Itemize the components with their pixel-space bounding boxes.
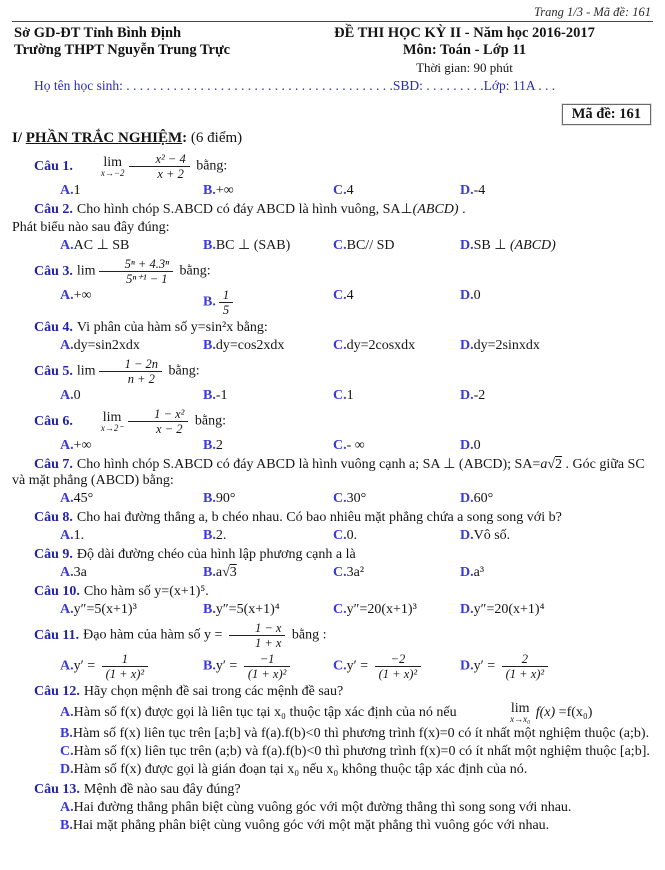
text-run: Hàm số f(x) được gọi là gián đoạn tại x₀ nếu x₀ không thuộc tập xác định của nó. [73,762,528,777]
option-letter: D. [460,238,474,253]
option [60,388,203,404]
option [460,491,653,507]
text-run: -4 [473,183,486,198]
text-run: BC ⊥ (SAB) [215,238,291,253]
text-run: . Góc giữa SC và mặt phẳng (ABCD) bằng: [12,457,645,488]
question-text-line [12,509,653,527]
option-letter: A. [60,183,74,198]
option-letter: B. [203,602,216,617]
option [60,183,203,199]
math-fraction [99,357,162,386]
text-run: Hai mặt phẳng phân biệt cùng vuông góc với một mặt phẳng thì vuông góc với nhau. [72,818,550,833]
fraction-denominator: (1 + x)² [378,667,418,681]
text-run: 60° [473,491,494,506]
option [333,438,460,454]
text-run: y′ = [346,658,372,674]
option [333,528,460,544]
math-fraction [102,652,149,681]
option-letter: C. [333,658,347,674]
text-run: . [458,202,466,217]
option [460,183,653,199]
option [60,338,203,354]
option [333,238,460,254]
option-letter: D. [460,338,474,353]
question-text-line [12,546,653,564]
exam-header [12,25,653,76]
square-root [222,565,237,580]
option-letter: B. [203,238,216,253]
question-label: Câu 3. [34,263,73,279]
fraction-numerator: 1 − x² [128,407,188,422]
question-label: Câu 12. [34,684,80,699]
question [12,546,653,581]
exam-duration: Thời gian: 90 phút [416,60,513,75]
question [12,319,653,354]
fraction-numerator: 1 − 2n [99,357,162,372]
text-run: - ∞ [346,438,365,453]
option [203,238,333,254]
text-run: 2 [215,438,223,453]
options-row [12,602,653,618]
question-text-line [12,151,653,182]
math-italic: f(x) [532,705,556,721]
option-letter: B. [203,338,216,353]
math-fraction [129,152,189,181]
fraction-numerator: 1 [102,652,149,667]
text-run: AC ⊥ SB [73,238,130,253]
fraction-denominator: n + 2 [127,372,155,386]
option [60,238,203,254]
text-run: 90° [215,491,236,506]
option-letter: B. [203,388,216,403]
question [12,509,653,544]
option [460,288,653,317]
option [333,183,460,199]
options-row [12,288,653,317]
option-letter: B. [203,491,216,506]
text-run: y″=20(x+1)⁴ [473,602,545,617]
option-line [12,761,653,779]
option [460,652,653,681]
text-run: Cho hình chóp S.ABCD có đáy ABCD là hình vuông cạnh a; SA ⊥ (ABCD); SA= [76,457,541,472]
fraction-numerator: 1 − x [229,621,285,636]
text-run: bằng: [192,158,228,174]
option-letter: B. [203,658,216,674]
options-row [12,388,653,404]
option [60,602,203,618]
math-fraction [219,288,233,317]
question [12,456,653,507]
option-letter: B. [60,818,73,833]
options-row [12,565,653,581]
question-label: Câu 1. [34,158,73,174]
option [333,652,460,681]
text-run: +∞ [73,438,92,453]
header-rule [12,21,653,22]
text-run: Hãy chọn mệnh đề sai trong các mệnh đề sau? [83,684,344,699]
option-letter: D. [460,491,474,506]
question-label: Câu 11. [34,627,80,643]
option [460,565,653,581]
option-letter: C. [333,602,347,617]
question-text-line [12,406,653,437]
text-run: dy=2cosxdx [346,338,416,353]
option-letter: D. [460,438,474,453]
options-row [12,491,653,507]
text-run: SB ⊥ [473,238,510,253]
text-run: y′ = [473,658,499,674]
text-run: Độ dài đường chéo của hình lập phương cạnh a là [76,547,356,562]
text-run: Đạo hàm của hàm số y = [83,627,226,643]
option-letter: A. [60,338,74,353]
option [203,491,333,507]
question-text-line [12,583,653,601]
text-run: 30° [346,491,367,506]
question-label: Câu 4. [34,320,73,335]
option-letter: A. [60,288,74,303]
radicand: 2 [555,457,563,472]
math-fraction [502,652,549,681]
lim-operator [462,702,530,724]
question [12,356,653,404]
option-line [12,799,653,817]
section-title [12,129,653,148]
lim-subscript: x→−2 [100,167,125,178]
school-name: Trường THPT Nguyễn Trung Trực [14,42,231,58]
text-run: 0 [473,438,481,453]
option-letter: A. [60,491,74,506]
text-run: -1 [215,388,228,403]
text-run: Hàm số f(x) liên tục trên [a;b] và f(a).f(b)<0 thì phương trình f(x)=0 có ít nhất một nghiệm thuộc (a;b). [72,726,650,741]
section-name: PHẦN TRẮC NGHIỆM [25,130,183,146]
option-letter: B. [203,438,216,453]
text-run: y″=5(x+1)³ [73,602,137,617]
text-run: +∞ [73,288,92,303]
option-letter: D. [460,528,474,543]
radical-sign: √ [547,457,556,472]
fraction-denominator: 1 + x [254,636,282,650]
option-letter: C. [60,744,74,759]
fraction-denominator: 5 [222,303,230,317]
text-run: lim [76,363,96,379]
option-letter: A. [60,565,74,580]
lim-subscript: x→2⁻ [100,422,124,433]
text-run: Cho hai đường thẳng a, b chéo nhau. Có bao nhiêu mặt phẳng chứa a song song với b? [76,510,562,525]
option-letter: A. [60,528,74,543]
text-run: Mệnh đề nào sau đây đúng? [83,782,241,797]
question-label: Câu 6. [34,413,73,429]
option [333,388,460,404]
school-block [12,25,276,76]
option-letter: D. [60,762,74,777]
radical-sign: √ [222,565,230,580]
fraction-denominator: x + 2 [157,167,184,181]
option-letter: C. [333,238,347,253]
text-run: 0 [73,388,81,403]
option-letter: A. [60,800,74,815]
lim-operator [79,411,123,433]
math-fraction [128,407,188,436]
question-label: Câu 5. [34,363,73,379]
option-letter: A. [60,388,74,403]
text-run: y′ = [215,658,241,674]
text-run: a [215,565,223,580]
fraction-denominator: (1 + x)² [505,667,545,681]
option [460,438,653,454]
option [460,602,653,618]
option [203,652,333,681]
options-row [12,238,653,254]
question-label: Câu 13. [34,782,80,797]
option [203,438,333,454]
option-letter: C. [333,183,347,198]
option-letter: A. [60,238,74,253]
question-list [12,151,653,835]
option [60,652,203,681]
option-letter: D. [460,388,474,403]
text-run: BC// SD [346,238,395,253]
option-letter: D. [460,658,474,674]
text-run: bằng: [165,363,200,379]
question-text-line [12,319,653,337]
text-run: 3a² [346,565,365,580]
question [12,151,653,199]
option [203,528,333,544]
lim-word: lim [102,409,122,425]
fraction-numerator: −2 [375,652,422,667]
text-run: -2 [473,388,486,403]
option-letter: A. [60,705,74,721]
question-text-line [12,620,653,651]
options-row [12,338,653,354]
fraction-numerator: 5ⁿ + 4.3ⁿ [99,257,173,272]
option [333,565,460,581]
text-run: Vô số. [473,528,511,543]
option-letter: A. [60,438,74,453]
fraction-numerator: x² − 4 [129,152,189,167]
text-run: Hai đường thẳng phân biệt cùng vuông góc với một đường thẳng thì song song với nhau. [73,800,572,815]
fraction-denominator: 5ⁿ⁺¹ − 1 [126,272,168,286]
text-run: bằng : [288,627,327,643]
question-text-line [12,456,653,490]
question [12,256,653,317]
question-label: Câu 9. [34,547,73,562]
option-line [12,817,653,835]
text-run: Hàm số f(x) liên tục trên (a;b) và f(a).f(b)<0 thì phương trình f(x)=0 có ít nhất một nghiệm thuộc [a;b]. [73,744,650,759]
text-run: 1. [73,528,85,543]
option [60,288,203,317]
option-line [12,701,653,725]
text-run: y″=5(x+1)⁴ [215,602,280,617]
option [333,491,460,507]
fraction-numerator: −1 [244,652,291,667]
text-run: 1 [73,183,81,198]
text-run: dy=cos2xdx [215,338,285,353]
options-row [12,438,653,454]
option-letter: C. [333,528,347,543]
math-fraction [229,621,285,650]
text-run: 45° [73,491,94,506]
option-letter: C. [333,491,347,506]
text-run: y′ = [73,658,99,674]
option [460,528,653,544]
option [333,288,460,317]
question-text-line [12,683,653,701]
math-italic: (ABCD) [509,238,556,253]
text-run: 0 [473,288,481,303]
exam-code-box: Mã đề: 161 [562,104,651,125]
option [333,602,460,618]
question-label: Câu 2. [34,202,73,217]
text-run: y″=20(x+1)³ [346,602,417,617]
exam-code-row [12,104,651,125]
question-text-line [12,201,653,219]
option [60,438,203,454]
fraction-denominator: (1 + x)² [105,667,145,681]
option-line [12,743,653,761]
option [60,565,203,581]
department-name: Sở GD-ĐT Tỉnh Bình Định [14,25,182,41]
text-run: 0. [346,528,358,543]
option-letter: D. [460,602,474,617]
radicand: 3 [229,565,237,580]
option-letter: B. [203,294,216,310]
text-run: Cho hình chóp S.ABCD có đáy ABCD là hình vuông, SA⊥ [76,202,413,217]
option-letter: C. [333,288,347,303]
exam-title: ĐỀ THI HỌC KỲ II - Năm học 2016-2017 [334,25,595,41]
option-line [12,725,653,743]
text-run: Cho hàm số y=(x+1)⁵. [83,584,209,599]
text-run: dy=sin2xdx [73,338,140,353]
question-text-line [12,781,653,799]
question [12,406,653,454]
option [203,183,333,199]
question [12,201,653,254]
lim-word: lim [510,701,530,716]
text-run: dy=2sinxdx [473,338,540,353]
lim-operator [79,156,125,178]
question [12,583,653,618]
text-run: 1 [346,388,354,403]
text-run: 4 [346,183,354,198]
question [12,781,653,835]
option [203,338,333,354]
option-letter: C. [333,388,347,403]
option-letter: A. [60,658,74,674]
option-letter: A. [60,602,74,617]
section-prefix: I/ [12,130,26,146]
text-run: Phát biểu nào sau đây đúng: [12,220,170,235]
math-fraction [375,652,422,681]
option-letter: C. [333,438,347,453]
text-run: 4 [346,288,354,303]
option [203,565,333,581]
option-letter: B. [203,565,216,580]
options-row [12,183,653,199]
option [460,388,653,404]
text-run: 3a [73,565,87,580]
option-letter: C. [333,565,347,580]
option-letter: D. [460,288,474,303]
math-fraction [244,652,291,681]
math-italic: (ABCD) [412,202,459,217]
option [460,238,653,254]
text-run: a³ [473,565,485,580]
square-root [547,457,562,472]
exam-subject: Môn: Toán - Lớp 11 [402,42,527,58]
text-run: bằng: [191,413,226,429]
text-run: +∞ [215,183,234,198]
section-points: (6 điểm) [187,130,243,146]
fraction-numerator: 2 [502,652,549,667]
text-run: Vi phân của hàm số y=sin²x bằng: [76,320,268,335]
option [203,288,333,317]
fraction-denominator: (1 + x)² [247,667,287,681]
question-label: Câu 10. [34,584,80,599]
option-letter: D. [460,565,474,580]
question-text-line [12,219,653,237]
math-italic: a [540,457,548,472]
section-colon: : [182,130,188,146]
text-run: 2. [215,528,227,543]
math-fraction [99,257,173,286]
option-letter: D. [460,183,474,198]
text-run: bằng: [176,263,211,279]
option [460,338,653,354]
question [12,620,653,681]
text-run: lim [76,263,96,279]
option [203,388,333,404]
lim-word: lim [103,154,123,170]
option [60,528,203,544]
exam-title-block [276,25,653,76]
options-row [12,528,653,544]
option [203,602,333,618]
options-row [12,652,653,681]
page-number-note: Trang 1/3 - Mã đề: 161 [533,5,651,19]
text-run: =f(x₀) [555,705,593,721]
student-info-line: Họ tên học sinh: . . . . . . . . . . . . . . . . . . . . . . . . . . . . . . . . . . . . . . . .SBD: . . . . . . . . .Lớp: 11A . . . [34,78,556,93]
question-text-line [12,256,653,287]
question-label: Câu 7. [34,457,73,472]
option [333,338,460,354]
option-letter: B. [203,183,216,198]
option-letter: B. [60,726,73,741]
question-text-line [12,356,653,387]
fraction-denominator: x − 2 [156,422,183,436]
fraction-numerator: 1 [219,288,233,303]
option-letter: C. [333,338,347,353]
lim-subscript: x→x₀ [510,714,531,724]
question-label: Câu 8. [34,510,73,525]
option [60,491,203,507]
question [12,683,653,779]
option-letter: B. [203,528,216,543]
text-run: Hàm số f(x) được gọi là liên tục tại x₀ thuộc tập xác định của nó nếu [73,705,461,721]
